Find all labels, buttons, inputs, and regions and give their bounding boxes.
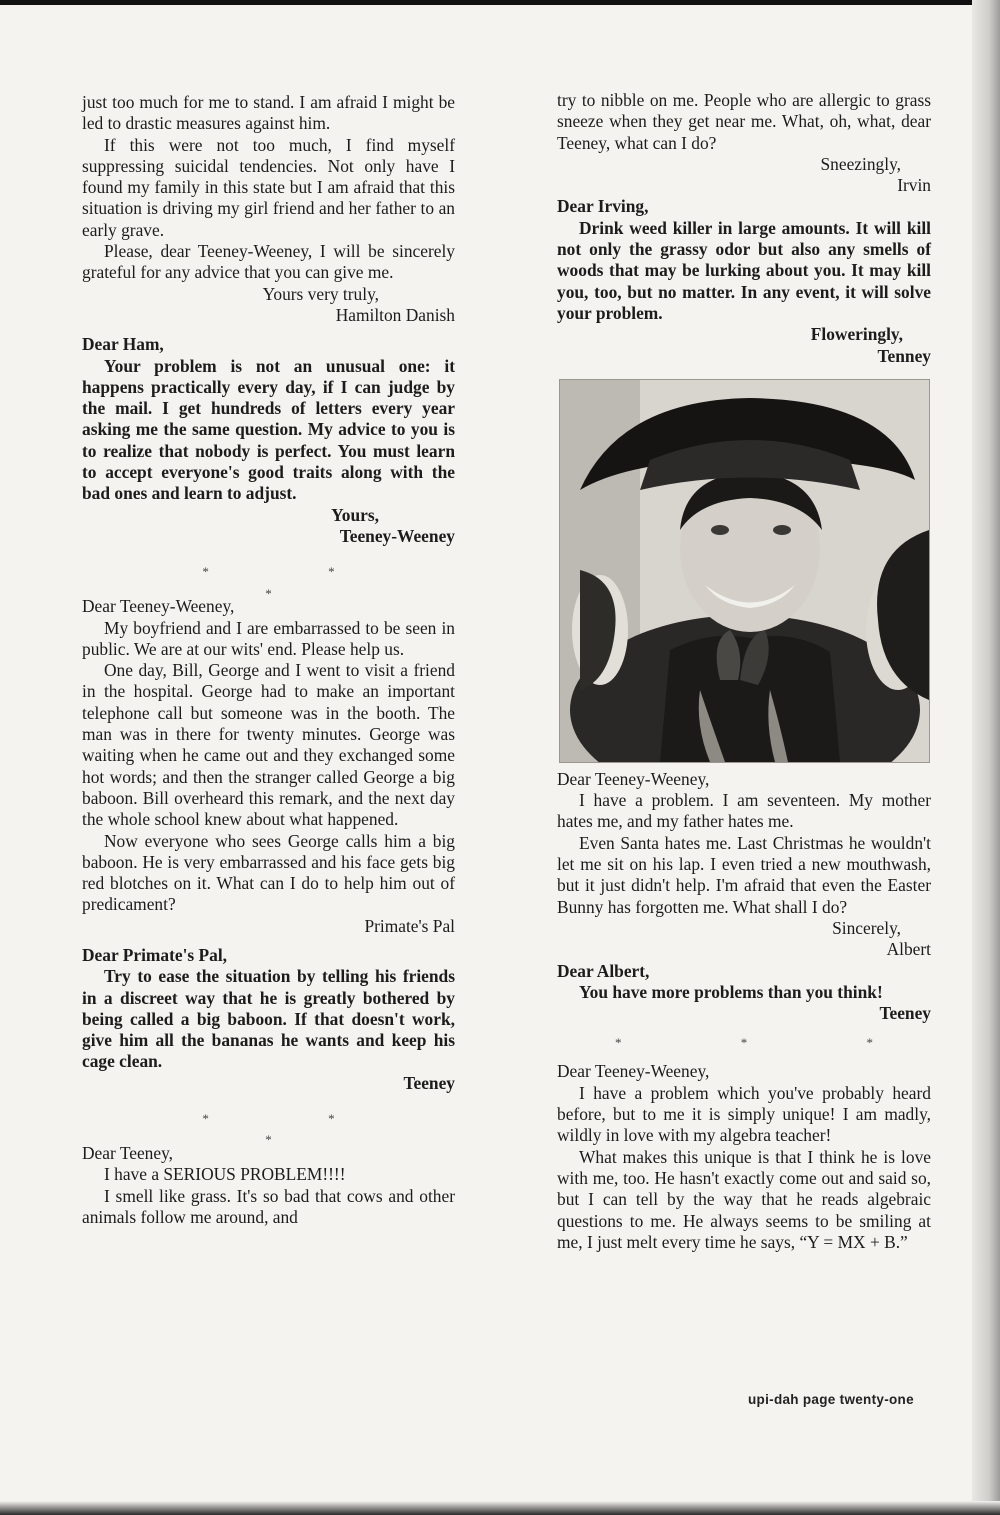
- separator-stars: * * *: [615, 1035, 931, 1051]
- letter-paragraph: One day, Bill, George and I went to visit a friend in the hospital. George had to make an important telephone call but someone was in the booth. The man was in there for twenty minutes. George was waiting when he came out and they exchanged some hot words; and then the stranger called George a big baboon. Bill overheard this remark, and the next day the whole school knew about what happened.: [82, 660, 455, 830]
- photo-illustration: [560, 380, 929, 762]
- left-column: [82, 92, 455, 1228]
- right-column: [557, 90, 931, 1253]
- letter-paragraph: I have a SERIOUS PROBLEM!!!!: [104, 1164, 346, 1185]
- letter-paragraph: I have a problem. I am seventeen. My mother hates me, and my father hates me.: [557, 790, 931, 832]
- letter-paragraph: Now everyone who sees George calls him a big baboon. He is very embarrassed and his face gets big red blotches on it. What can I do to help him out of predicament?: [82, 830, 455, 915]
- letter-closing: Yours very truly,: [262, 283, 379, 304]
- letter-salutation: Dear Teeney,: [82, 1143, 173, 1164]
- reply-salutation: Dear Irving,: [557, 196, 649, 217]
- letter-signer: Hamilton Danish: [335, 304, 455, 325]
- reply-signer: Teeney: [879, 1003, 931, 1024]
- letter-paragraph: Please, dear Teeney-Weeney, I will be sincerely grateful for any advice that you can give me.: [82, 241, 455, 283]
- letter-paragraph: try to nibble on me. People who are allergic to grass sneeze when they get near me. What, oh, what, dear Teeney, what can I do?: [557, 90, 931, 153]
- letter-closing: Sneezingly,: [820, 153, 901, 174]
- photo-boy-with-hat: [559, 379, 930, 763]
- page-top-edge: [0, 0, 1000, 5]
- reply-signer: Teeney: [403, 1072, 455, 1093]
- reply-signer: Teeney-Weeney: [339, 525, 455, 546]
- letter-paragraph: What makes this unique is that I think he is love with me, too. He hasn't exactly come out and said so, but I can tell by the way that he reads algebraic questions to me. He always seems to be smiling at me, I just melt every time he says, “Y = MX + B.”: [557, 1146, 931, 1252]
- separator-stars: * * *: [202, 1111, 393, 1148]
- reply-body: Try to ease the situation by telling his friends in a discreet way that he is greatly bothered by being called a big baboon. If that doesn't work, give him all the bananas he wants and keep his cage clean.: [82, 966, 455, 1072]
- reply-salutation: Dear Primate's Pal,: [82, 944, 228, 965]
- letter-signer: Irvin: [897, 175, 931, 196]
- letter-paragraph: My boyfriend and I are embarrassed to be seen in public. We are at our wits' end. Please help us.: [82, 617, 455, 659]
- letter-salutation: Dear Teeney-Weeney,: [557, 1061, 710, 1082]
- letter-paragraph: I smell like grass. It's so bad that cows and other animals follow me around, and: [82, 1185, 455, 1227]
- separator-stars: * * *: [202, 564, 393, 601]
- letter-paragraph: Even Santa hates me. Last Christmas he wouldn't let me sit on his lap. I even tried a new mouthwash, but it just didn't help. I'm afraid that even the Easter Bunny has forgotten me. What shall I do?: [557, 832, 931, 917]
- letter-paragraph: just too much for me to stand. I am afraid I might be led to drastic measures against him.: [82, 92, 455, 134]
- reply-closing: Floweringly,: [810, 324, 903, 345]
- letter-paragraph: I have a problem which you've probably heard before, but to me it is simply unique! I am madly, wildly in love with my algebra teacher!: [557, 1082, 931, 1146]
- letter-salutation: Dear Teeney-Weeney,: [557, 768, 710, 789]
- letter-paragraph: If this were not too much, I find myself suppressing suicidal tendencies. Not only have I found my family in this state but I am afraid that this situation is driving my girl friend and her father to an early grave.: [82, 134, 455, 240]
- reply-body: Your problem is not an unusual one: it happens practically every day, if I can judge by the mail. I get hundreds of letters every year asking me the same question. My advice to you is to realize that nobody is perfect. You must learn to accept everyone's good traits along with the bad ones and learn to adjust.: [82, 355, 455, 504]
- page-binding-edge: [972, 0, 1000, 1515]
- reply-salutation: Dear Ham,: [82, 334, 164, 355]
- reply-body: Drink weed killer in large amounts. It will kill not only the grassy odor but also any smells of woods that may be lurking about you. It may kill you, too, but no matter. In any event, it will solve your problem.: [557, 217, 931, 323]
- letter-salutation: Dear Teeney-Weeney,: [82, 596, 235, 617]
- letter-closing: Sincerely,: [832, 917, 901, 938]
- page-footer: upi-dah page twenty-one: [748, 1392, 914, 1407]
- page-bottom-edge: [0, 1501, 1000, 1515]
- letter-signer: Primate's Pal: [364, 915, 455, 936]
- reply-closing: Yours,: [331, 504, 379, 525]
- reply-signer: Tenney: [877, 345, 931, 366]
- letter-signer: Albert: [886, 939, 931, 960]
- reply-salutation: Dear Albert,: [557, 960, 650, 981]
- reply-body: You have more problems than you think!: [579, 981, 883, 1002]
